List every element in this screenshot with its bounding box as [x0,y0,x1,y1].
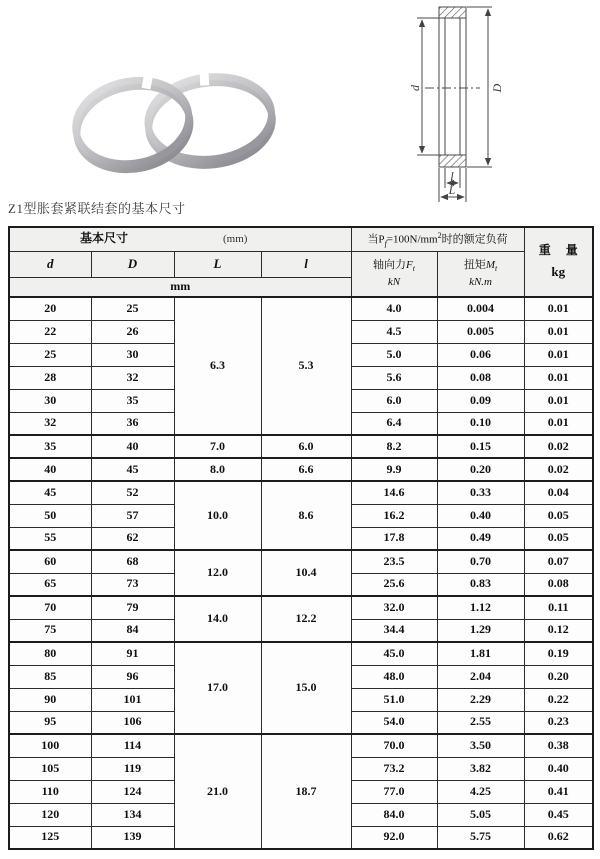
basic-size-unit: (mm) [223,232,248,245]
cell-torque: 1.12 [437,596,524,619]
cell-torque: 0.005 [437,320,524,343]
cell-l-merged: 18.7 [261,734,351,849]
cell-axial-force: 25.6 [351,573,437,596]
cell-torque: 0.70 [437,550,524,573]
cell-axial-force: 6.0 [351,389,437,412]
col-header-d: d [9,251,91,277]
cell-axial-force: 84.0 [351,803,437,826]
hatched-top-section [439,7,466,18]
cell-L-merged: 17.0 [174,642,261,734]
cell-D: 96 [91,665,174,688]
cell-axial-force: 4.0 [351,297,437,320]
cell-L-merged: 10.0 [174,481,261,550]
cell-torque: 2.04 [437,665,524,688]
cell-axial-force: 17.8 [351,527,437,550]
col-header-L: L [174,251,261,277]
cell-d: 32 [9,412,91,435]
cell-axial-force: 45.0 [351,642,437,665]
table-row [9,481,593,504]
cell-D: 32 [91,366,174,389]
cell-D: 119 [91,757,174,780]
cell-torque: 0.83 [437,573,524,596]
cell-weight: 0.11 [524,596,593,619]
basic-size-label: 基本尺寸 [80,231,129,246]
cell-weight: 0.62 [524,826,593,849]
cell-axial-force: 5.6 [351,366,437,389]
cell-D: 62 [91,527,174,550]
cell-axial-force: 54.0 [351,711,437,734]
section-diagram [396,2,528,210]
cell-axial-force: 73.2 [351,757,437,780]
torque-symbol: M [485,259,495,272]
torque-unit: kN.m [469,275,492,288]
axial-sub: t [412,264,416,274]
cell-axial-force: 32.0 [351,596,437,619]
cell-d: 50 [9,504,91,527]
cell-axial-force: 51.0 [351,688,437,711]
cell-D: 114 [91,734,174,757]
label-d: d [408,85,422,91]
cell-weight: 0.08 [524,573,593,596]
cell-l-merged: 10.4 [261,550,351,596]
axial-unit: kN [387,275,401,288]
cell-D: 40 [91,435,174,458]
col-header-axial-force [351,251,437,297]
load-text: 时的额定负荷 [441,233,508,246]
cell-d: 80 [9,642,91,665]
cell-weight: 0.04 [524,481,593,504]
load-sup: 2 [437,230,442,240]
cell-d: 40 [9,458,91,481]
cell-weight: 0.05 [524,527,593,550]
cell-weight: 0.40 [524,757,593,780]
cell-axial-force: 8.2 [351,435,437,458]
table-row [9,596,593,619]
cell-weight: 0.20 [524,665,593,688]
table-row [9,734,593,757]
header-rated-load [351,227,524,251]
cell-l-merged: 12.2 [261,596,351,642]
cell-L-merged: 21.0 [174,734,261,849]
cell-weight: 0.23 [524,711,593,734]
cell-d: 85 [9,665,91,688]
cell-d: 25 [9,343,91,366]
table-row [9,458,593,481]
cell-d: 90 [9,688,91,711]
cell-l-merged: 6.0 [261,435,351,458]
cell-torque: 0.09 [437,389,524,412]
cell-axial-force: 5.0 [351,343,437,366]
cell-torque: 0.06 [437,343,524,366]
cell-weight: 0.45 [524,803,593,826]
cell-torque: 4.25 [437,780,524,803]
cell-D: 25 [91,297,174,320]
cell-d: 65 [9,573,91,596]
cell-weight: 0.07 [524,550,593,573]
cell-D: 35 [91,389,174,412]
cell-l-merged: 8.6 [261,481,351,550]
cell-torque: 5.05 [437,803,524,826]
cell-d: 45 [9,481,91,504]
cell-weight: 0.19 [524,642,593,665]
cell-axial-force: 48.0 [351,665,437,688]
cell-axial-force: 34.4 [351,619,437,642]
ring-slit [200,71,210,85]
label-D: D [490,83,504,93]
load-text: =100N/mm [386,233,438,246]
cell-axial-force: 77.0 [351,780,437,803]
cell-D: 91 [91,642,174,665]
cell-torque: 0.20 [437,458,524,481]
cell-torque: 0.49 [437,527,524,550]
torque-label: 扭矩 [463,259,486,272]
axial-symbol: F [406,259,413,272]
cell-D: 45 [91,458,174,481]
col-header-torque [437,251,524,297]
table-row [9,435,593,458]
cell-d: 100 [9,734,91,757]
cell-torque: 2.29 [437,688,524,711]
cell-axial-force: 70.0 [351,734,437,757]
cell-d: 110 [9,780,91,803]
cell-torque: 0.004 [437,297,524,320]
cell-D: 134 [91,803,174,826]
cell-torque: 0.08 [437,366,524,389]
cell-D: 68 [91,550,174,573]
spec-table [8,226,594,850]
cell-torque: 0.15 [437,435,524,458]
cell-weight: 0.12 [524,619,593,642]
cell-d: 120 [9,803,91,826]
cell-weight: 0.01 [524,412,593,435]
table-row [9,550,593,573]
cell-d: 20 [9,297,91,320]
cell-d: 95 [9,711,91,734]
cell-d: 60 [9,550,91,573]
cell-d: 55 [9,527,91,550]
cell-weight: 0.01 [524,320,593,343]
cell-L-merged: 12.0 [174,550,261,596]
cell-d: 70 [9,596,91,619]
table-row [9,642,593,665]
cell-torque: 0.40 [437,504,524,527]
cell-L-merged: 6.3 [174,297,261,435]
table-header [9,227,593,297]
cell-weight: 0.38 [524,734,593,757]
cell-torque: 3.50 [437,734,524,757]
cell-weight: 0.02 [524,435,593,458]
cell-torque: 1.29 [437,619,524,642]
header-weight [524,227,593,297]
product-photo-rings [55,58,295,186]
cell-torque: 1.81 [437,642,524,665]
cell-weight: 0.01 [524,389,593,412]
cell-L-merged: 8.0 [174,458,261,481]
cell-L-merged: 14.0 [174,596,261,642]
cell-D: 139 [91,826,174,849]
cell-d: 35 [9,435,91,458]
cell-D: 30 [91,343,174,366]
cell-axial-force: 14.6 [351,481,437,504]
cell-D: 101 [91,688,174,711]
cell-d: 22 [9,320,91,343]
hatched-bottom-section [439,155,466,167]
cell-axial-force: 92.0 [351,826,437,849]
header-basic-size [9,227,351,251]
cell-weight: 0.41 [524,780,593,803]
load-text: 当P [367,233,385,246]
table-row [9,297,593,320]
cell-axial-force: 6.4 [351,412,437,435]
weight-unit: kg [551,263,566,279]
page-title: Z1型胀套紧联结套的基本尺寸 [8,201,186,216]
cell-L-merged: 7.0 [174,435,261,458]
cell-D: 36 [91,412,174,435]
cell-torque: 0.10 [437,412,524,435]
cell-torque: 0.33 [437,481,524,504]
cell-D: 57 [91,504,174,527]
cell-weight: 0.01 [524,297,593,320]
cell-D: 52 [91,481,174,504]
cell-D: 124 [91,780,174,803]
cell-torque: 3.82 [437,757,524,780]
cell-D: 106 [91,711,174,734]
cell-weight: 0.05 [524,504,593,527]
cell-d: 125 [9,826,91,849]
cell-axial-force: 9.9 [351,458,437,481]
cell-D: 26 [91,320,174,343]
cell-torque: 5.75 [437,826,524,849]
cell-d: 30 [9,389,91,412]
cell-d: 105 [9,757,91,780]
axial-label: 轴向力 [373,259,407,272]
cell-D: 73 [91,573,174,596]
weight-label: 重 量 [538,243,584,258]
label-L: L [448,183,456,197]
cell-weight: 0.01 [524,366,593,389]
cell-weight: 0.02 [524,458,593,481]
cell-l-merged: 5.3 [261,297,351,435]
torque-sub: t [495,264,498,274]
label-l: l [450,169,454,183]
cell-l-merged: 6.6 [261,458,351,481]
cell-d: 28 [9,366,91,389]
load-sub: f [384,238,387,248]
cell-D: 84 [91,619,174,642]
cell-D: 79 [91,596,174,619]
cell-weight: 0.01 [524,343,593,366]
col-header-l: l [261,251,351,277]
cell-torque: 2.55 [437,711,524,734]
cell-weight: 0.22 [524,688,593,711]
mm-unit-row: mm [9,277,351,297]
cell-axial-force: 4.5 [351,320,437,343]
cell-axial-force: 23.5 [351,550,437,573]
cell-d: 75 [9,619,91,642]
col-header-D: D [91,251,174,277]
table-body [9,297,593,849]
cell-axial-force: 16.2 [351,504,437,527]
cell-l-merged: 15.0 [261,642,351,734]
